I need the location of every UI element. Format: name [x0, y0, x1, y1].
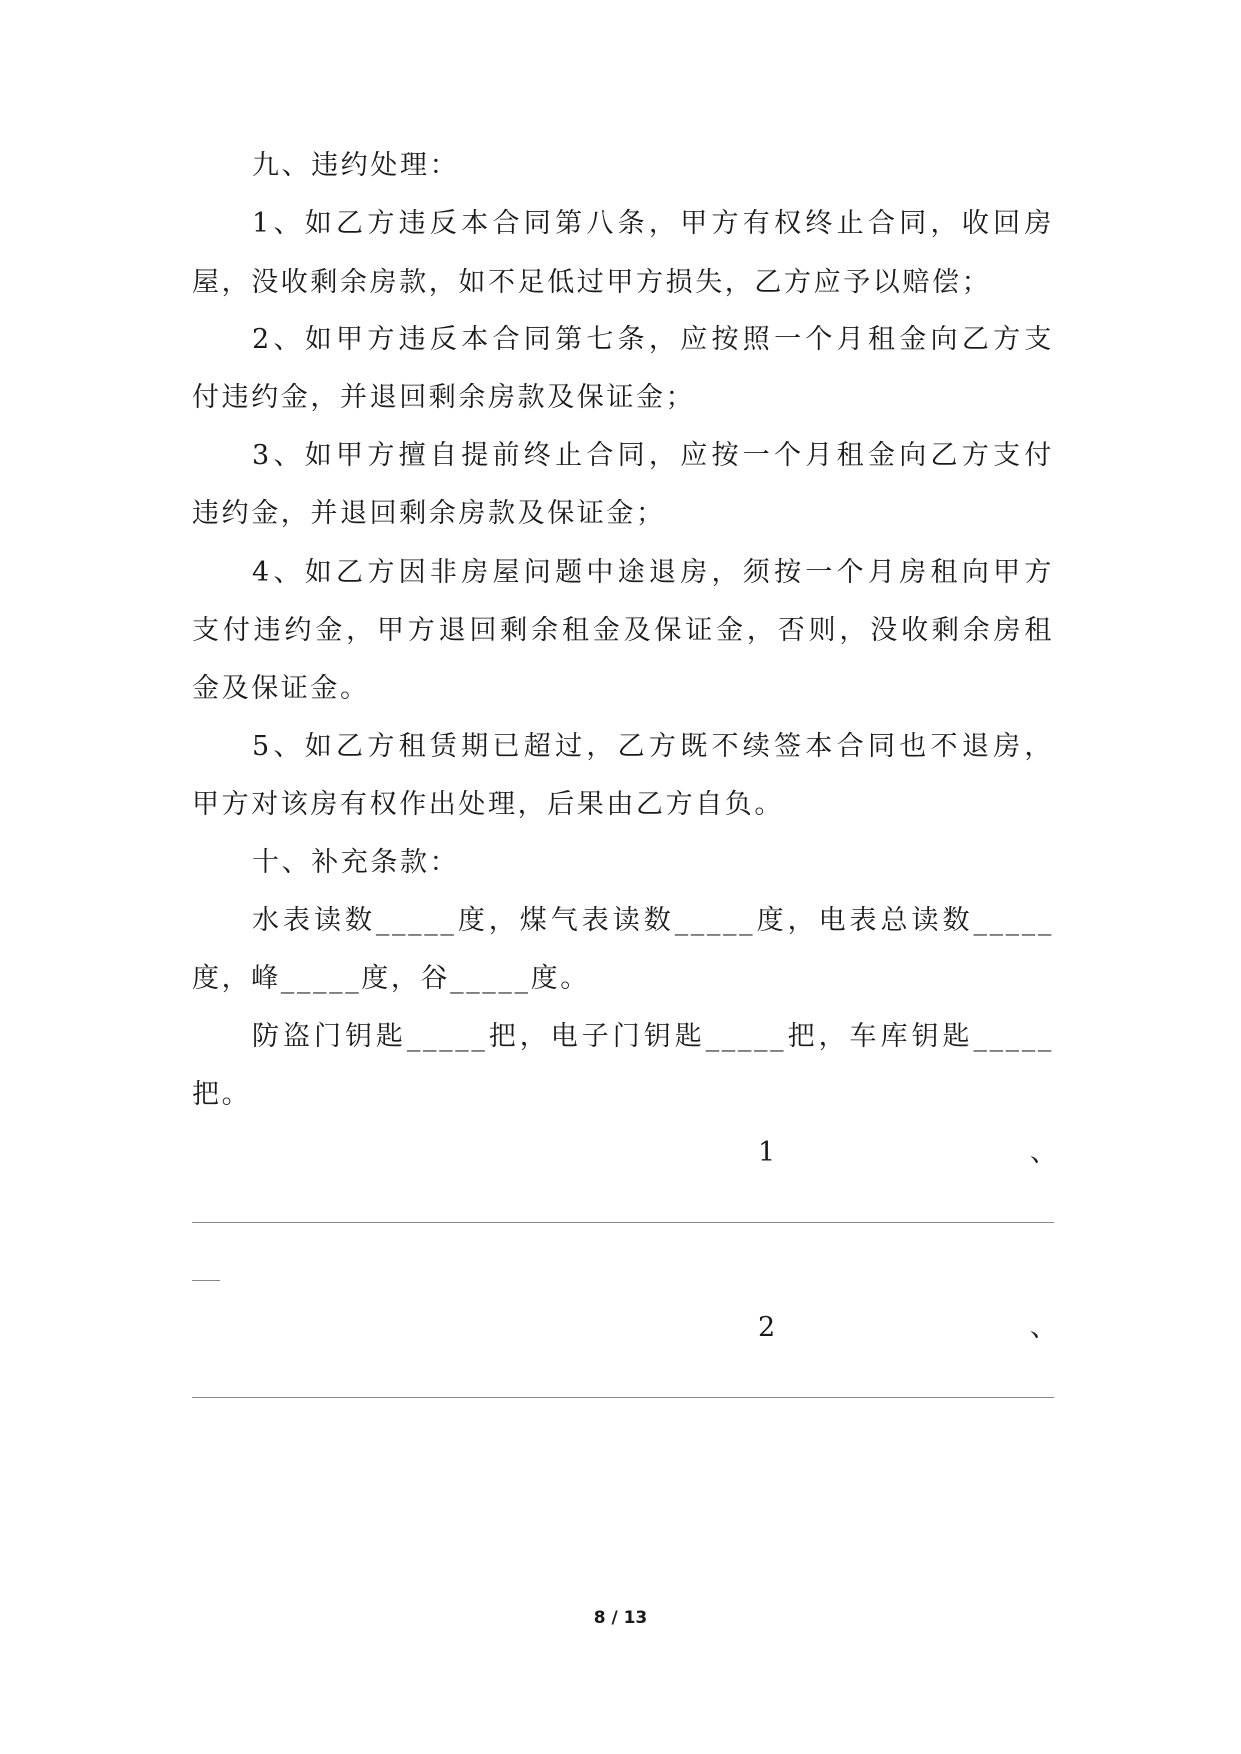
clause-3-line-1: 3、如甲方擅自提前终止合同，应按一个月租金向乙方支付 [252, 440, 1054, 471]
item-1-number: 1 [758, 1137, 776, 1168]
item-2-number: 2 [758, 1312, 776, 1343]
item-2-fill-line [192, 1397, 1054, 1398]
item-1-separator: 、 [1030, 1137, 1057, 1168]
clause-4-line-2: 支付违约金，甲方退回剩余租金及保证金，否则，没收剩余房租 [192, 615, 1054, 646]
clause-1-line-2: 屋，没收剩余房款，如不足低过甲方损失，乙方应予以赔偿； [192, 267, 992, 298]
clause-5-line-1: 5、如乙方租赁期已超过，乙方既不续签本合同也不退房， [252, 731, 1054, 762]
clause-5-line-2: 甲方对该房有权作出处理，后果由乙方自负。 [192, 789, 784, 820]
item-2-separator: 、 [1030, 1312, 1057, 1343]
clause-4-line-3: 金及保证金。 [192, 673, 370, 704]
clause-4-line-1: 4、如乙方因非房屋问题中途退房，须按一个月房租向甲方 [252, 557, 1054, 588]
meter-readings-line-2: 度，峰_____度，谷_____度。 [192, 963, 590, 994]
clause-2-line-2: 付违约金，并退回剩余房款及保证金； [192, 382, 696, 413]
page-number: 8 / 13 [593, 1608, 648, 1628]
section-ten-heading: 十、补充条款： [252, 847, 460, 878]
clause-2-line-1: 2、如甲方违反本合同第七条，应按照一个月租金向乙方支 [252, 324, 1054, 355]
keys-line-1: 防盗门钥匙_____把，电子门钥匙_____把，车库钥匙_____ [252, 1021, 1054, 1052]
keys-line-2: 把。 [192, 1079, 252, 1110]
clause-3-line-2: 违约金，并退回剩余房款及保证金； [192, 498, 666, 529]
item-1-fill-line-end [192, 1280, 220, 1281]
clause-1-line-1: 1、如乙方违反本合同第八条，甲方有权终止合同，收回房 [252, 208, 1054, 239]
meter-readings-line-1: 水表读数_____度，煤气表读数_____度，电表总读数_____ [252, 905, 1054, 936]
item-1-fill-line [192, 1222, 1054, 1223]
section-nine-heading: 九、违约处理： [252, 150, 460, 181]
